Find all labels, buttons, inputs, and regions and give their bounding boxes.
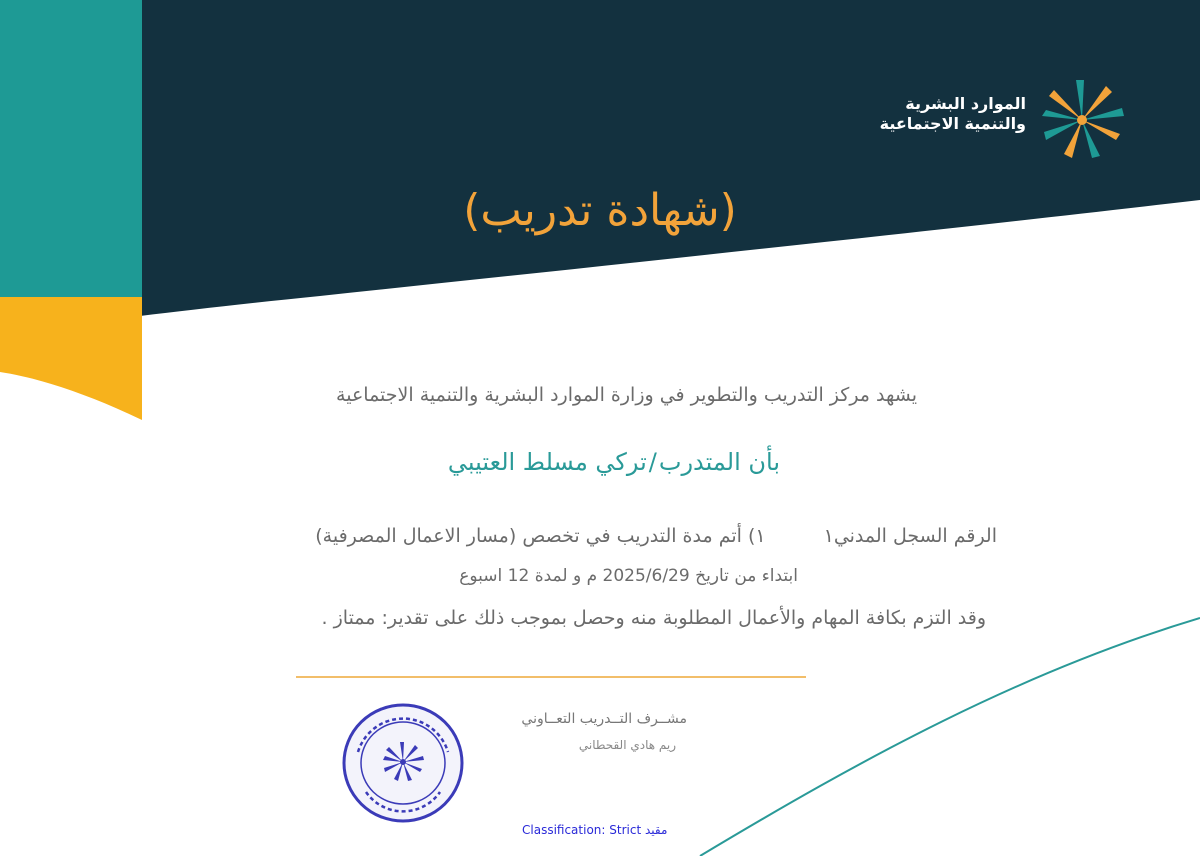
- supervisor-title: مشــرف التــدريب التعــاوني: [521, 711, 687, 727]
- id-digit: ١: [823, 525, 834, 547]
- teal-decorative-arc: [700, 618, 1200, 856]
- specialty-text: ١) أتم مدة التدريب في تخصص (مسار الاعمال المصرفية): [315, 525, 766, 547]
- teal-side-bar: [0, 0, 142, 300]
- id-label: الرقم السجل المدني: [833, 525, 997, 547]
- ministry-name-line2: والتنمية الاجتماعية: [879, 114, 1026, 133]
- trainee-line: [448, 448, 780, 476]
- signature-divider: [296, 676, 806, 678]
- certificate-title: (شهادة تدريب): [463, 185, 737, 236]
- trainee-name: تركي مسلط العتيبي: [447, 448, 647, 476]
- certificate-line-id-specialty: [315, 525, 997, 547]
- yellow-side-bar: [0, 297, 142, 420]
- classification-label: Classification: Strict مقيد: [522, 823, 668, 837]
- supervisor-name: ريم هادي القحطاني: [578, 738, 676, 752]
- ministry-name-line1: الموارد البشرية: [905, 94, 1026, 113]
- trainee-prefix: بأن المتدرب: [658, 448, 780, 476]
- ministry-stamp-icon: [340, 700, 466, 826]
- certificate-intro: يشهد مركز التدريب والتطوير في وزارة الموارد البشرية والتنمية الاجتماعية: [336, 384, 917, 406]
- ministry-name: [812, 94, 1026, 134]
- trainee-separator: /: [648, 448, 657, 476]
- certificate-line-grade: وقد التزم بكافة المهام والأعمال المطلوبة منه وحصل بموجب ذلك على تقدير: ممتاز .: [321, 607, 986, 629]
- ministry-palm-star-icon: [1034, 78, 1134, 160]
- ministry-logo: [812, 78, 1134, 160]
- certificate-line-dates: ابتداء من تاريخ 2025/6/29 م و لمدة 12 اسبوع: [459, 566, 798, 586]
